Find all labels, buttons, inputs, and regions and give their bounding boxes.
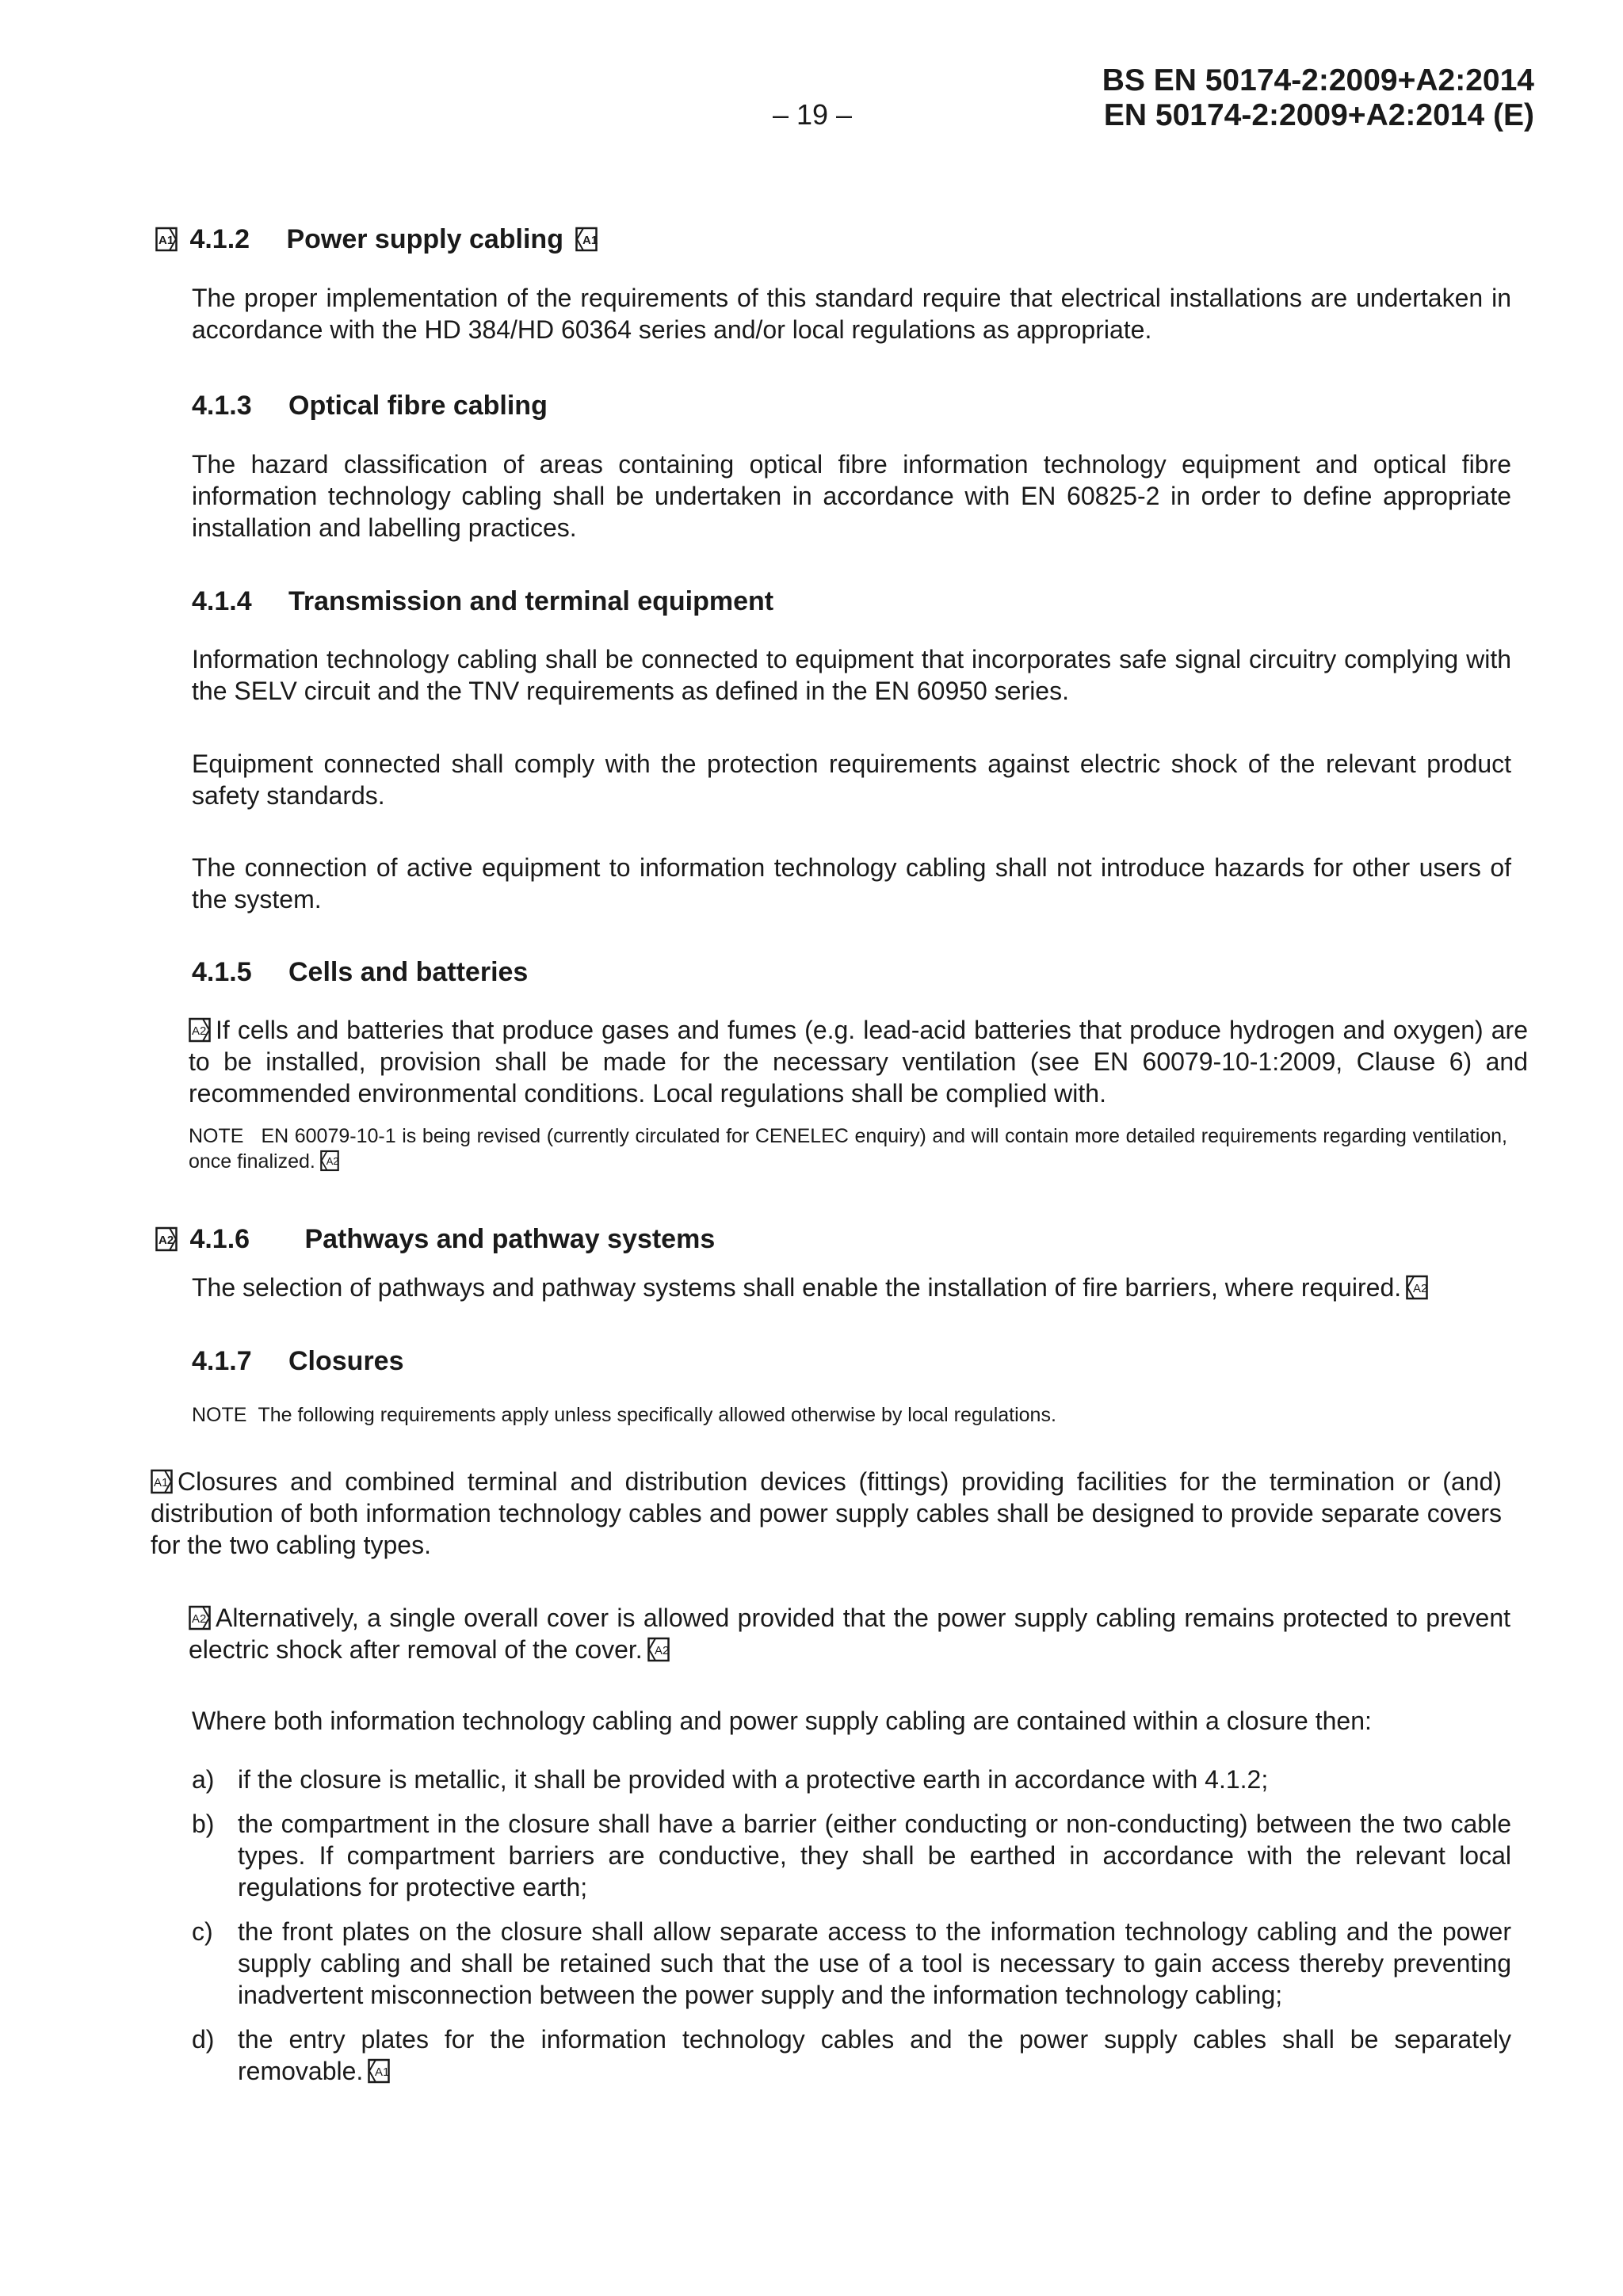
amendment-a1-open-icon	[151, 1469, 173, 1494]
section-number: 4.1.3	[192, 391, 252, 421]
section-number: 4.1.5	[192, 957, 252, 987]
paragraph-text: If cells and batteries that produce gases and fumes (e.g. lead-acid batteries that produce hydrogen and oxygen) are to be installed, provision shall be made for the necessary ventilation (see EN 60079-10-1:2009, Clause 6) and recommended environmental conditions. Local regulations shall be complied with.	[189, 1016, 1528, 1108]
amendment-a2-open-icon	[155, 1226, 178, 1252]
heading-4-1-3	[192, 391, 548, 421]
section-title: Power supply cabling	[286, 224, 563, 254]
paragraph-4-1-3: The hazard classification of areas containing optical fibre information technology equipment and optical fibre information technology cabling shall be undertaken in accordance with EN 60825-2 in order to define appropriate installation and labelling practices.	[192, 450, 1511, 542]
paragraph-4-1-2: The proper implementation of the requirements of this standard require that electrical installations are undertaken in accordance with the HD 384/HD 60364 series and/or local regulations as appropriate.	[192, 284, 1511, 344]
requirements-list	[192, 1764, 1511, 2087]
note-text: EN 60079-10-1 is being revised (currently circulated for CENELEC enquiry) and will contain more detailed requirements regarding ventilation, once finalized.	[189, 1125, 1507, 1173]
heading-4-1-2	[151, 224, 602, 255]
heading-4-1-6	[151, 1224, 715, 1255]
section-number: 4.1.7	[192, 1346, 252, 1376]
amendment-a2-open-icon	[189, 1017, 211, 1043]
amendment-a1-close-icon	[575, 227, 598, 252]
paragraph-4-1-4-c: The connection of active equipment to information technology cabling shall not introduce hazards for other users of the system.	[192, 853, 1511, 913]
section-number: 4.1.2	[189, 224, 250, 254]
section-number: 4.1.6	[189, 1224, 250, 1254]
paragraph-text: The selection of pathways and pathway systems shall enable the installation of fire barriers, where required.	[192, 1273, 1402, 1302]
svg-text:A2: A2	[326, 1155, 339, 1168]
list-item	[192, 2023, 1511, 2087]
section-title: Closures	[288, 1346, 404, 1376]
svg-text:A2: A2	[158, 1234, 174, 1247]
amendment-a2-close-icon	[1406, 1275, 1428, 1300]
section-title: Cells and batteries	[288, 957, 529, 987]
list-item	[192, 1916, 1511, 2011]
paragraph-4-1-5	[189, 1014, 1528, 1109]
section-title: Pathways and pathway systems	[304, 1224, 716, 1254]
amendment-a1-close-icon	[368, 2058, 390, 2084]
paragraph-4-1-7-c: Where both information technology cabling and power supply cabling are contained within a closure then:	[192, 1707, 1372, 1735]
paragraph-4-1-7-b	[189, 1602, 1510, 1665]
paragraph-4-1-7-a	[151, 1466, 1502, 1561]
list-item-letter: b)	[192, 1810, 215, 1838]
heading-4-1-7	[192, 1346, 404, 1377]
amendment-a2-close-icon	[320, 1150, 339, 1172]
paragraph-text: Closures and combined terminal and distribution devices (fittings) providing facilities for the termination or (and) distribution of both information technology cables and power supply cables shall be designed to provide separate covers for the two cabling types.	[151, 1467, 1502, 1559]
section-title: Optical fibre cabling	[288, 391, 548, 421]
list-item-text: the entry plates for the information technology cables and the power supply cables shall be separately removable.	[238, 2025, 1511, 2085]
svg-text:A2: A2	[192, 1612, 207, 1626]
page-number: – 19 –	[772, 98, 853, 131]
heading-4-1-4	[192, 586, 773, 617]
note-4-1-7	[192, 1402, 1510, 1428]
closure-requirements-list	[192, 1764, 1511, 2100]
svg-text:A1: A1	[154, 1476, 169, 1489]
standard-designation: BS EN 50174-2:2009+A2:2014	[1102, 63, 1534, 97]
list-item	[192, 1764, 1511, 1795]
list-item-text: the compartment in the closure shall have a barrier (either conducting or non-conducting) between the two cable types. If compartment barriers are conductive, they shall be earthed in accordance with the relevant local regulations for protective earth;	[238, 1810, 1511, 1901]
list-item-letter: a)	[192, 1765, 215, 1794]
list-item	[192, 1808, 1511, 1903]
list-item-letter: c)	[192, 1917, 213, 1946]
svg-text:A2: A2	[654, 1644, 670, 1657]
amendment-a2-open-icon	[189, 1605, 211, 1630]
heading-4-1-5	[192, 957, 528, 988]
paragraph-text: Alternatively, a single overall cover is allowed provided that the power supply cabling remains protected to prevent electric shock after removal of the cover.	[189, 1604, 1510, 1664]
paragraph-4-1-4-b: Equipment connected shall comply with the protection requirements against electric shock of the relevant product safety standards.	[192, 749, 1511, 810]
section-title: Transmission and terminal equipment	[288, 586, 774, 616]
section-number: 4.1.4	[192, 586, 252, 616]
standard-designation-european: EN 50174-2:2009+A2:2014 (E)	[1103, 98, 1534, 132]
svg-text:A2: A2	[1413, 1282, 1428, 1295]
note-text: The following requirements apply unless specifically allowed otherwise by local regulations.	[258, 1404, 1056, 1426]
svg-text:A1: A1	[158, 234, 174, 247]
note-label: NOTE	[189, 1125, 244, 1147]
note-label: NOTE	[192, 1404, 247, 1426]
list-item-text: if the closure is metallic, it shall be provided with a protective earth in accordance with 4.1.2;	[238, 1765, 1269, 1794]
amendment-a1-open-icon	[155, 227, 178, 252]
svg-text:A1: A1	[582, 234, 598, 247]
note-4-1-5	[189, 1123, 1507, 1174]
paragraph-4-1-6	[192, 1272, 1433, 1303]
list-item-letter: d)	[192, 2025, 215, 2054]
paragraph-4-1-4-a: Information technology cabling shall be connected to equipment that incorporates safe signal circuitry complying with the SELV circuit and the TNV requirements as defined in the EN 60950 series.	[192, 645, 1511, 705]
amendment-a2-close-icon	[647, 1637, 670, 1662]
svg-text:A2: A2	[192, 1024, 207, 1038]
list-item-text: the front plates on the closure shall allow separate access to the information technology cabling and the power supply cabling and shall be retained such that the use of a tool is necessary to gain access thereby preventing inadvertent misconnection between the power supply and the information technology cabling;	[238, 1917, 1511, 2009]
svg-text:A1: A1	[375, 2065, 390, 2079]
